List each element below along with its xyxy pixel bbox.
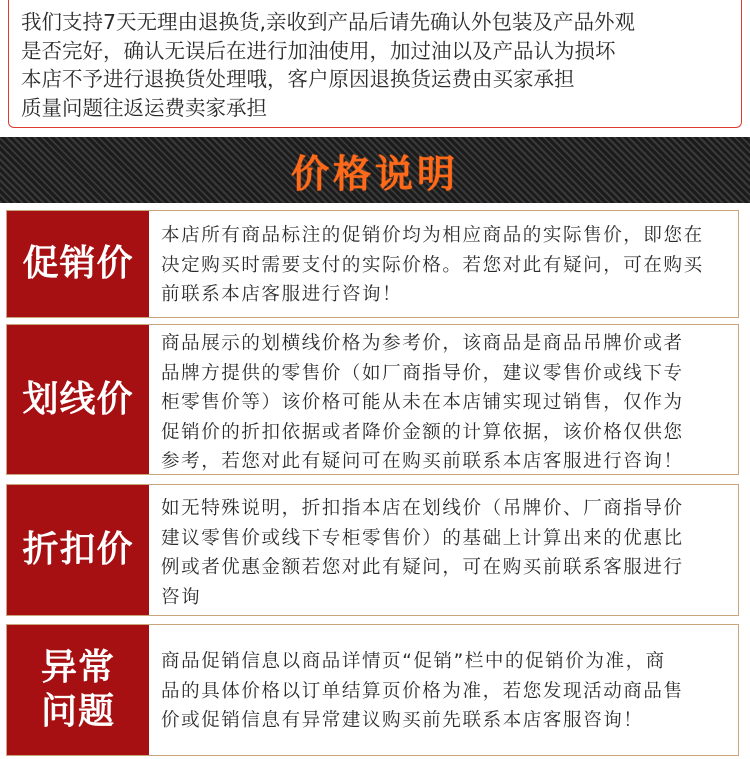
price-explanation-banner [0, 137, 750, 203]
section-label-text: 异常 [40, 647, 115, 688]
description-line: 品的具体价格以订单结算页价格为准，若您发现活动商品售 [161, 680, 684, 702]
description-line: 例或者优惠金额若您对此有疑问，可在购买前联系客服进行 [161, 557, 684, 578]
description-line: 本店所有商品标注的促销价均为相应商品的实际售价，即您在 [161, 225, 704, 246]
section-label-text: 促销价 [22, 243, 134, 284]
section-label-text: 折扣价 [22, 529, 134, 570]
section-description [149, 325, 738, 474]
section-strikethrough-price [6, 324, 739, 475]
banner-title: 价格说明 [290, 151, 459, 196]
section-discount-price [6, 484, 739, 616]
section-description [149, 211, 738, 317]
description-line: 建议零售价或线下专柜零售价）的基础上计算出来的优惠比 [161, 527, 684, 549]
description-line: 参考，若您对此有疑问可在购买前联系本店客服进行咨询！ [161, 451, 684, 472]
description-line: 商品展示的划横线价格为参考价，该商品是商品吊牌价或者 [161, 333, 684, 354]
section-promo-price [6, 210, 739, 318]
section-description [149, 625, 738, 755]
notice-box [8, 0, 742, 128]
description-line: 咨询 [161, 586, 202, 608]
description-line: 决定购买时需要支付的实际价格。若您对此有疑问，可在购买 [161, 254, 704, 276]
section-label [7, 211, 149, 317]
notice-line: 本店不予进行退换货处理哦，客户原因退换货运费由买家承担 [21, 67, 575, 91]
description-line: 柜零售价等）该价格可能从未在本店铺实现过销售，仅作为 [161, 392, 684, 413]
description-line: 品牌方提供的零售价（如厂商指导价，建议零售价或线下专 [161, 362, 684, 384]
description-line: 促销价的折扣依据或者降价金额的计算依据，该价格仅供您 [161, 421, 684, 443]
description-line: 价或促销信息有异常建议购买前先联系本店客服咨询！ [161, 710, 644, 731]
description-line: 前联系本店客服进行咨询！ [161, 284, 403, 305]
section-description [149, 485, 738, 615]
description-line: 如无特殊说明，折扣指本店在划线价（吊牌价、厂商指导价 [161, 498, 684, 519]
description-line: 商品促销信息以商品详情页“促销”栏中的促销价为准，商 [161, 651, 666, 672]
section-label [7, 625, 149, 755]
section-label-text: 划线价 [22, 378, 134, 420]
notice-line: 是否完好，确认无误后在进行加油使用，加过油以及产品认为损坏 [21, 38, 616, 63]
section-label-text: 问题 [40, 691, 115, 732]
notice-line: 我们支持7天无理由退换货,亲收到产品后请先确认外包装及产品外观 [21, 10, 636, 34]
section-label [7, 325, 149, 474]
section-label [7, 485, 149, 615]
notice-line: 质量问题往返运费卖家承担 [21, 95, 267, 120]
section-abnormal-issues [6, 624, 739, 756]
